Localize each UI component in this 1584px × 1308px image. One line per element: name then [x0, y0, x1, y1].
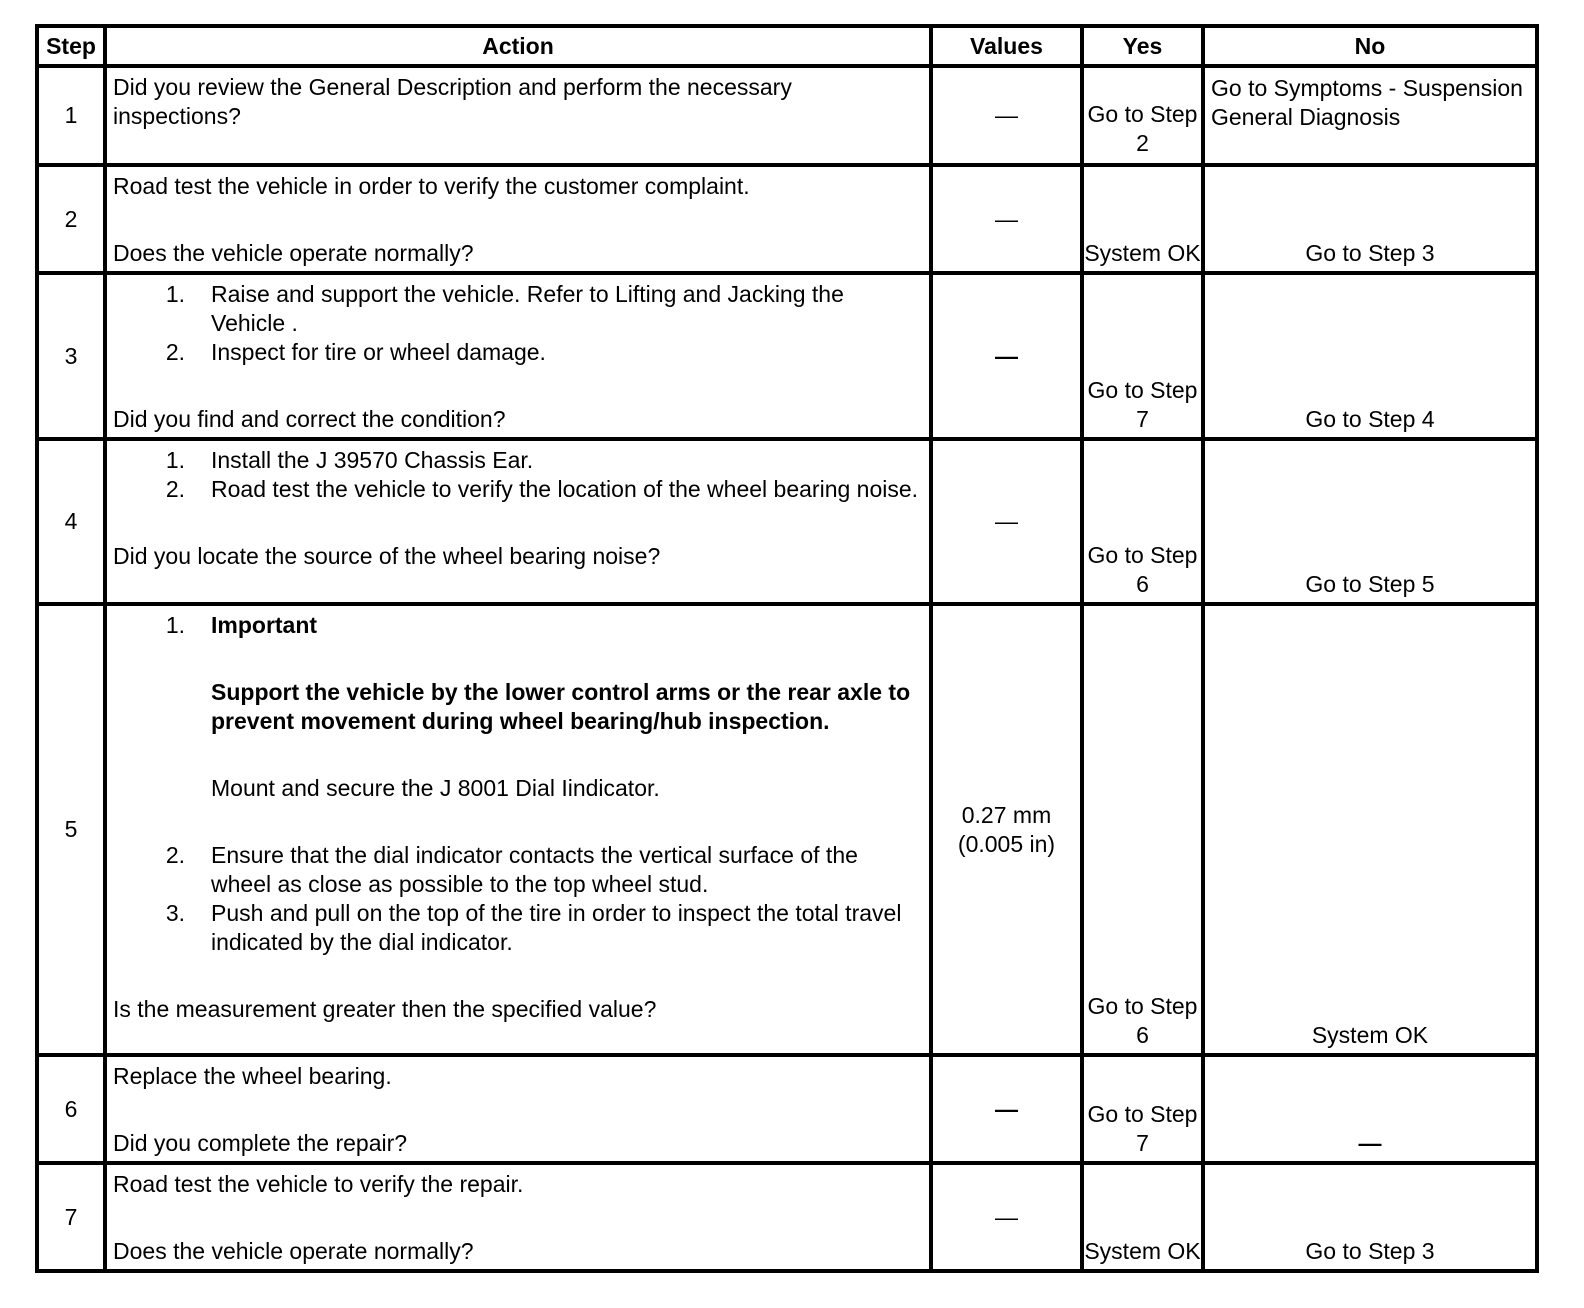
table-row — [37, 273, 1537, 439]
step-number: 4 — [37, 439, 105, 604]
table-row — [37, 66, 1537, 165]
diagnostic-table — [35, 24, 1539, 1273]
action-text: Road test the vehicle to verify the repair. — [113, 1171, 524, 1197]
step-instruction: Mount and secure the J 8001 Dial Iindicator. — [211, 775, 660, 801]
header-row — [37, 26, 1537, 66]
values-cell: — — [931, 1163, 1082, 1271]
step-number: 7 — [37, 1163, 105, 1271]
list-item: 2. Road test the vehicle to verify the location of the wheel bearing noise. — [165, 476, 919, 502]
step-number: 1 — [37, 66, 105, 165]
step-number: 6 — [37, 1055, 105, 1163]
no-cell — [1203, 604, 1537, 1055]
action-text: Did you review the General Description and perform the necessary inspections? — [113, 74, 792, 129]
values-cell: — — [931, 66, 1082, 165]
yes-cell — [1082, 439, 1203, 604]
action-text: Road test the vehicle in order to verify the customer complaint. — [113, 173, 750, 199]
action-question: Did you find and correct the condition? — [113, 406, 506, 432]
table-row — [37, 604, 1537, 1055]
action-cell — [105, 604, 931, 1055]
yes-text: Go to Step 7 — [1087, 377, 1198, 432]
important-heading: Important — [211, 612, 318, 638]
no-text: System OK — [1311, 1022, 1429, 1048]
step-number: 2 — [37, 165, 105, 273]
yes-cell — [1082, 66, 1203, 165]
header-values: Values — [931, 26, 1082, 66]
action-cell — [105, 273, 931, 439]
yes-text: Go to Step 6 — [1087, 542, 1198, 597]
list-item: 3. Push and pull on the top of the tire in order to inspect the total travel indicated by the dial indicator. — [165, 900, 902, 955]
list-item: 2. Ensure that the dial indicator contacts the vertical surface of the wheel as close as possible to the top wheel stud. — [165, 842, 858, 897]
no-cell — [1203, 165, 1537, 273]
list-item: 1. Install the J 39570 Chassis Ear. — [165, 447, 534, 473]
no-cell — [1203, 1055, 1537, 1163]
yes-text: Go to Step 7 — [1087, 1101, 1198, 1156]
yes-cell — [1082, 165, 1203, 273]
list-item: 1. Raise and support the vehicle. Refer to Lifting and Jacking the Vehicle . — [165, 281, 844, 336]
spec-value-imperial: (0.005 in) — [957, 830, 1056, 857]
yes-cell — [1082, 604, 1203, 1055]
action-cell — [105, 1163, 931, 1271]
yes-text: Go to Step 6 — [1087, 993, 1198, 1048]
table-row — [37, 1055, 1537, 1163]
no-text: Go to Step 5 — [1305, 571, 1435, 597]
header-no: No — [1203, 26, 1537, 66]
values-cell: — — [931, 273, 1082, 439]
list-item: 1. Important Support the vehicle by the lower control arms or the rear axle to prevent movement during wheel bearing/hub inspection. Mount and secure the J 8001 Dial Iindicator. — [113, 611, 923, 841]
yes-cell — [1082, 1163, 1203, 1271]
no-cell — [1203, 273, 1537, 439]
values-cell: — — [931, 165, 1082, 273]
action-question: Is the measurement greater then the specified value? — [113, 996, 657, 1022]
yes-cell — [1082, 273, 1203, 439]
values-cell: — — [931, 1055, 1082, 1163]
no-cell — [1203, 1163, 1537, 1271]
action-question: Does the vehicle operate normally? — [113, 1238, 474, 1264]
no-cell — [1203, 66, 1537, 165]
no-text: — — [1358, 1130, 1382, 1156]
table-row — [37, 1163, 1537, 1271]
important-notice: Support the vehicle by the lower control arms or the rear axle to prevent movement during wheel bearing/hub inspection. — [211, 679, 911, 734]
action-steps-list — [113, 280, 923, 367]
table-row — [37, 439, 1537, 604]
step-number: 3 — [37, 273, 105, 439]
action-cell — [105, 165, 931, 273]
no-text: Go to Step 3 — [1305, 1238, 1435, 1264]
no-text: Go to Step 4 — [1305, 406, 1435, 432]
yes-text: System OK — [1084, 240, 1201, 266]
step-number: 5 — [37, 604, 105, 1055]
no-text: Go to Step 3 — [1305, 240, 1435, 266]
header-yes: Yes — [1082, 26, 1203, 66]
header-step: Step — [37, 26, 105, 66]
yes-text: Go to Step 2 — [1087, 101, 1198, 156]
no-text: Go to Symptoms - Suspension General Diagnosis — [1211, 75, 1523, 130]
yes-cell — [1082, 1055, 1203, 1163]
action-steps-list — [113, 611, 923, 957]
action-text: Replace the wheel bearing. — [113, 1063, 392, 1089]
list-item: 2. Inspect for tire or wheel damage. — [165, 339, 546, 365]
header-action: Action — [105, 26, 931, 66]
table-row — [37, 165, 1537, 273]
action-question: Did you complete the repair? — [113, 1130, 408, 1156]
action-question: Did you locate the source of the wheel bearing noise? — [113, 543, 661, 569]
no-cell — [1203, 439, 1537, 604]
values-cell: — — [931, 439, 1082, 604]
action-steps-list — [113, 446, 923, 504]
yes-text: System OK — [1084, 1238, 1201, 1264]
action-cell — [105, 439, 931, 604]
action-cell — [105, 66, 931, 165]
action-cell — [105, 1055, 931, 1163]
action-question: Does the vehicle operate normally? — [113, 240, 474, 266]
values-cell — [931, 604, 1082, 1055]
spec-value-metric: 0.27 mm — [961, 801, 1052, 828]
